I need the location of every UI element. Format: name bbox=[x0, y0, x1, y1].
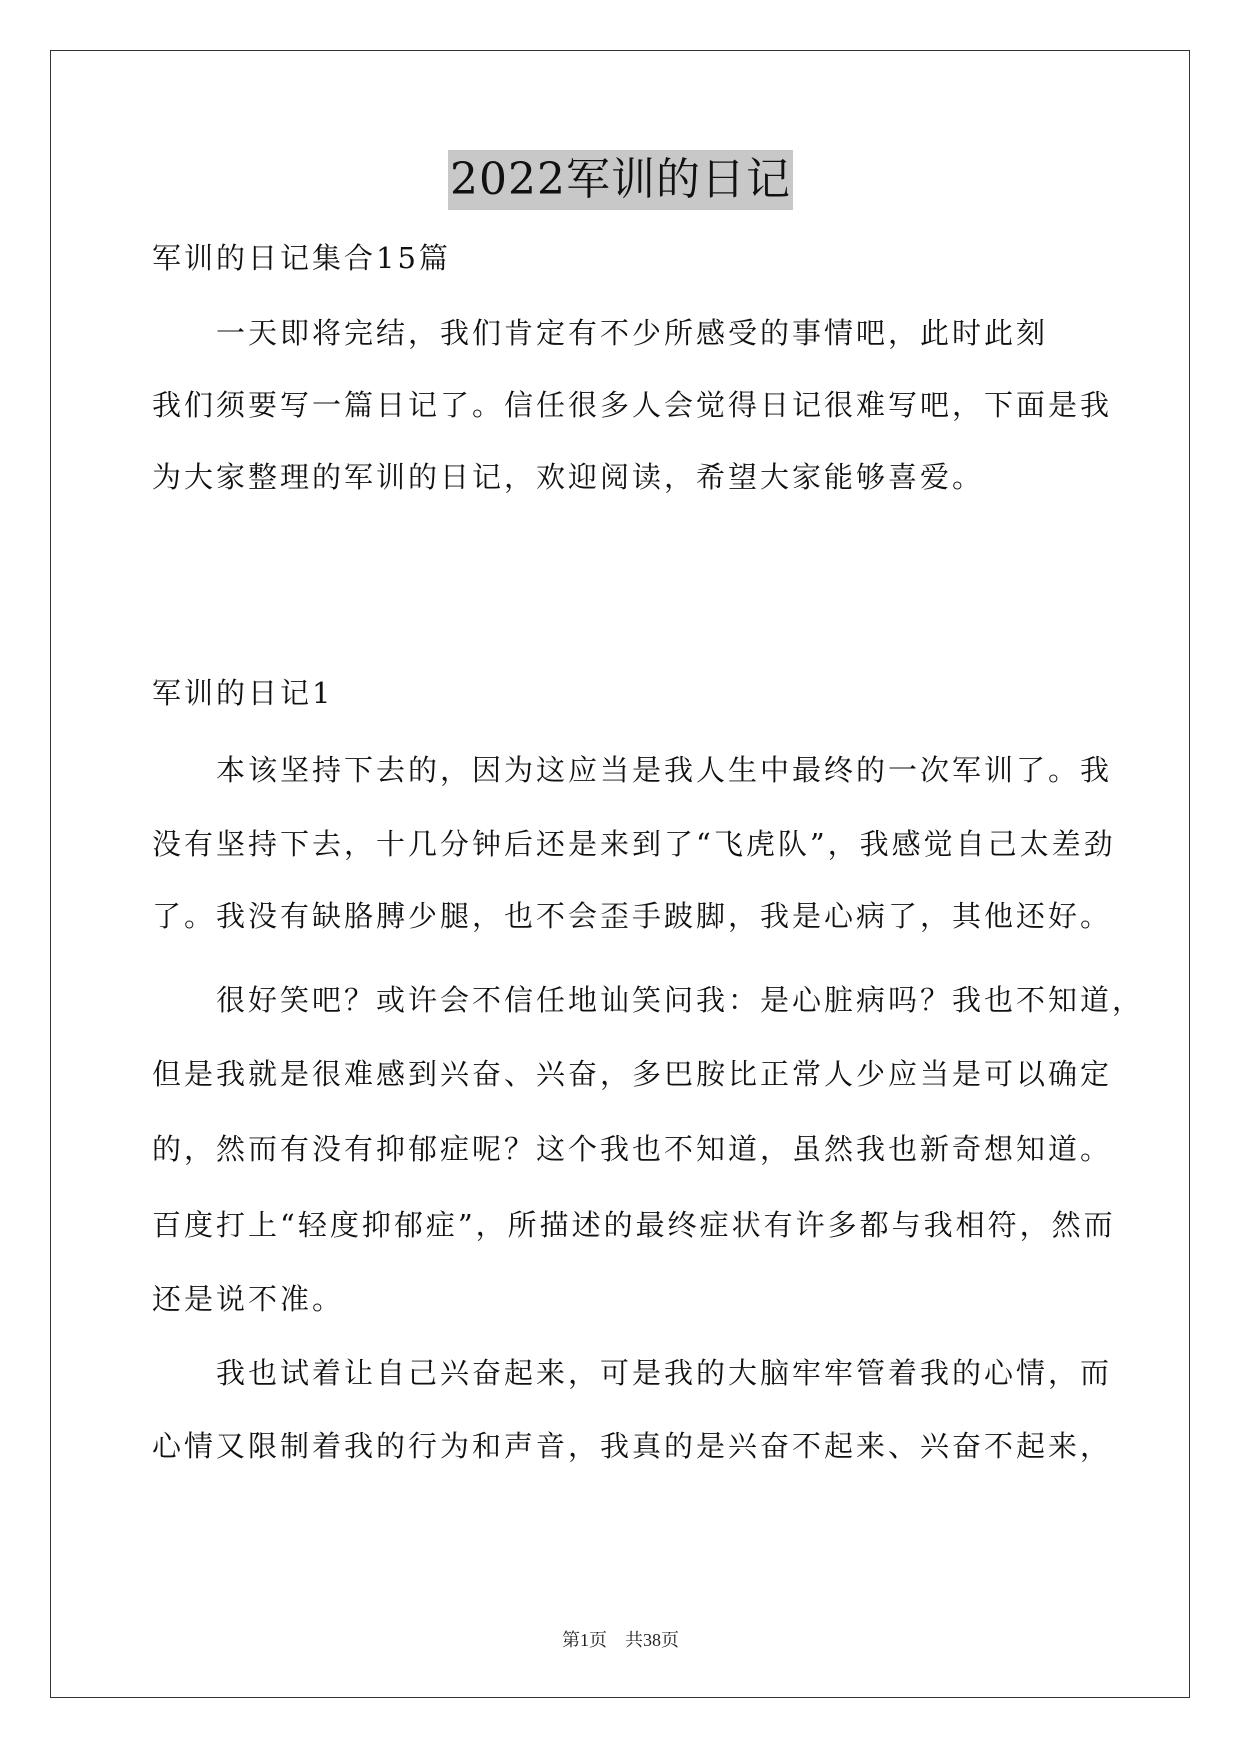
paragraph-line: 了。我没有缺胳膊少腿，也不会歪手跛脚，我是心病了，其他还好。 bbox=[152, 899, 1113, 933]
paragraph-line: 一天即将完结，我们肯定有不少所感受的事情吧，此时此刻 bbox=[152, 316, 1049, 350]
paragraph-line: 的，然而有没有抑郁症呢？这个我也不知道，虽然我也新奇想知道。 bbox=[152, 1132, 1113, 1166]
paragraph-line: 但是我就是很难感到兴奋、兴奋，多巴胺比正常人少应当是可以确定 bbox=[152, 1057, 1113, 1091]
paragraph-line: 还是说不准。 bbox=[152, 1282, 345, 1316]
paragraph-line: 很好笑吧？或许会不信任地讪笑问我：是心脏病吗？我也不知道， bbox=[152, 983, 1145, 1017]
paragraph-line: 我也试着让自己兴奋起来，可是我的大脑牢牢管着我的心情，而 bbox=[152, 1356, 1113, 1390]
paragraph-line: 本该坚持下去的，因为这应当是我人生中最终的一次军训了。我 bbox=[152, 753, 1113, 787]
paragraph-line: 为大家整理的军训的日记，欢迎阅读，希望大家能够喜爱。 bbox=[152, 460, 985, 494]
document-title: 2022军训的日记 bbox=[448, 150, 793, 210]
title-container bbox=[0, 150, 1241, 210]
section-heading: 军训的日记1 bbox=[152, 676, 334, 710]
paragraph-line: 心情又限制着我的行为和声音，我真的是兴奋不起来、兴奋不起来， bbox=[152, 1429, 1113, 1463]
paragraph-line: 没有坚持下去，十几分钟后还是来到了“飞虎队”，我感觉自己太差劲 bbox=[152, 827, 1116, 861]
page-number-footer: 第1页 共38页 bbox=[562, 1630, 679, 1650]
document-subtitle: 军训的日记集合15篇 bbox=[152, 241, 451, 275]
paragraph-line: 我们须要写一篇日记了。信任很多人会觉得日记很难写吧，下面是我 bbox=[152, 388, 1113, 422]
paragraph-line: 百度打上“轻度抑郁症”，所描述的最终症状有许多都与我相符，然而 bbox=[152, 1208, 1116, 1242]
